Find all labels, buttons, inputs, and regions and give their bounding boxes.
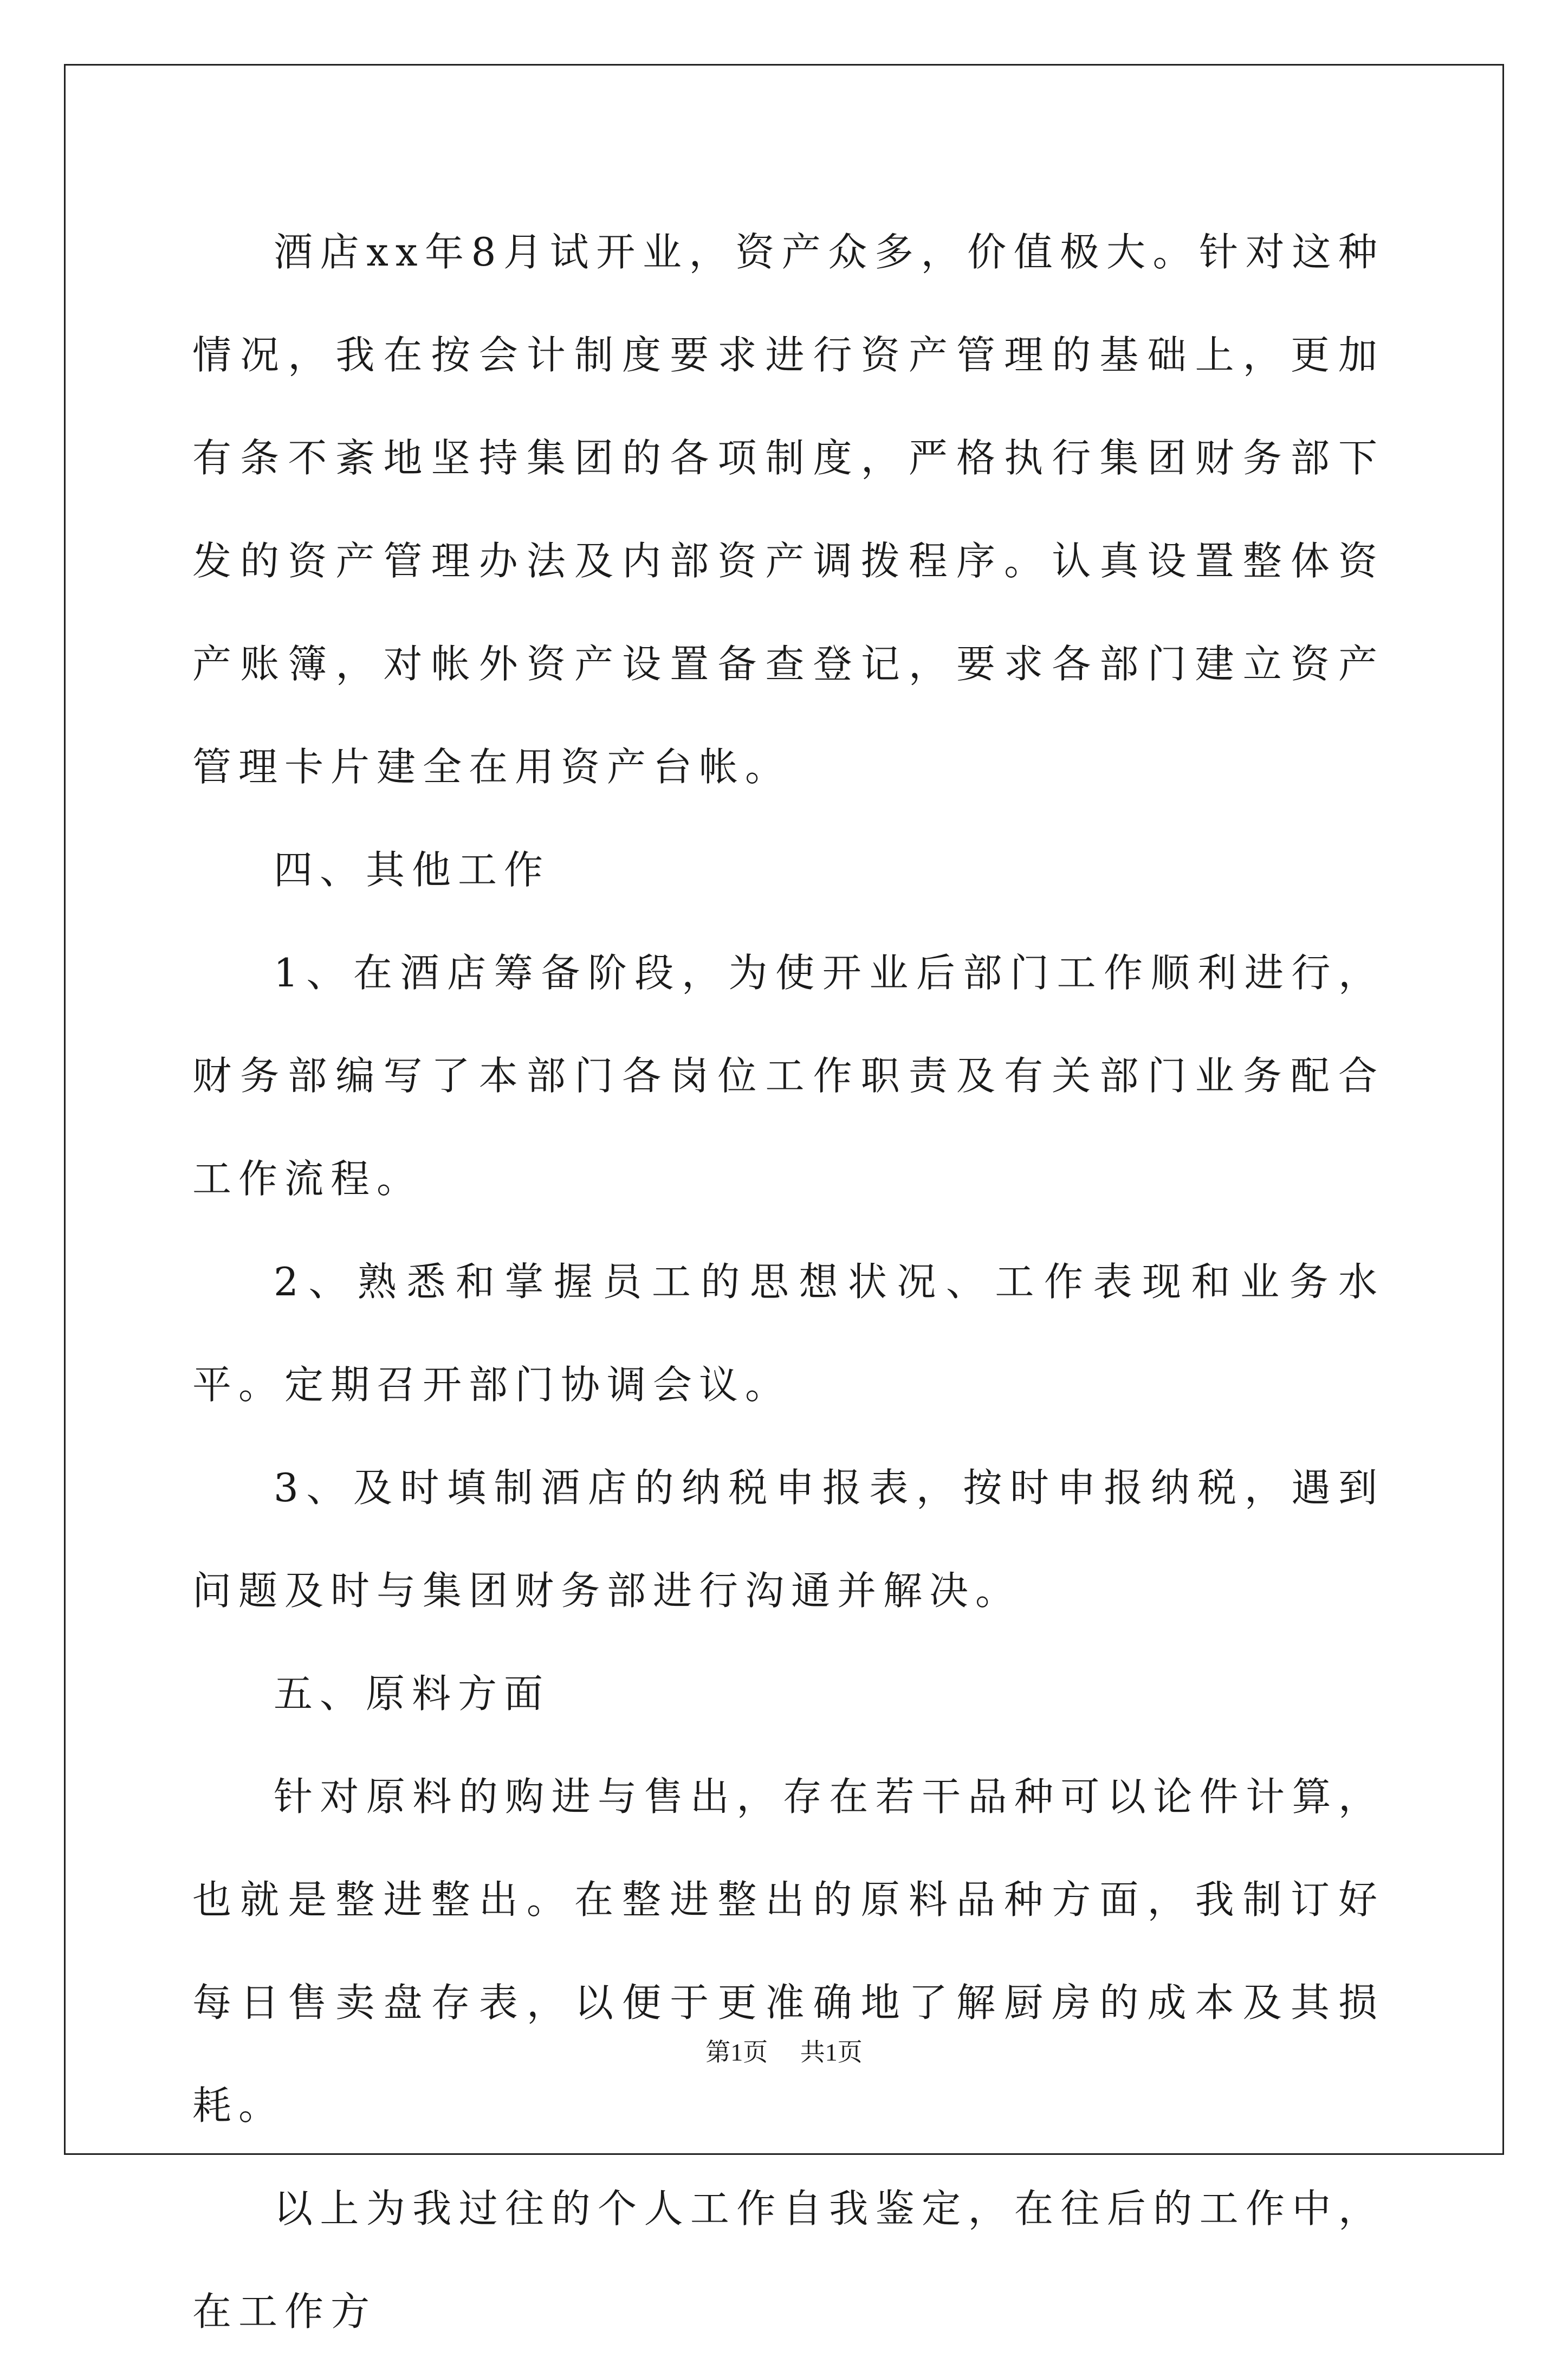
paragraph-asset-management: 酒店xx年8月试开业，资产众多，价值极大。针对这种情况，我在按会计制度要求进行资产管理的基础上，更加有条不紊地坚持集团的各项制度，严格执行集团财务部下发的资产管理办法及内部资产调拨程序。认真设置整体资产账簿，对帐外资产设置备查登记，要求各部门建立资产管理卡片建全在用资产台帐。 [192,229,1384,790]
paragraph-item-1: 1、在酒店筹备阶段，为使开业后部门工作顺利进行，财务部编写了本部门各岗位工作职责及有关部门业务配合工作流程。 [192,950,1384,1202]
paragraph-conclusion: 以上为我过往的个人工作自我鉴定，在往后的工作中，在工作方 [192,2186,1384,2334]
paragraph-materials: 针对原料的购进与售出，存在若干品种可以论件计算，也就是整进整出。在整进整出的原料品种方面，我制订好每日售卖盘存表，以便于更准确地了解厨房的成本及其损耗。 [192,1774,1384,2128]
page-footer [0,2032,1568,2068]
paragraph-item-3: 3、及时填制酒店的纳税申报表，按时申报纳税，遇到问题及时与集团财务部进行沟通并解决。 [192,1465,1384,1613]
page-total: 共1页 [800,2038,863,2066]
section-heading-other-work: 四、其他工作 [274,847,550,893]
page-number: 第1页 [705,2038,768,2066]
section-heading-materials: 五、原料方面 [274,1671,550,1716]
paragraph-item-2: 2、熟悉和掌握员工的思想状况、工作表现和业务水平。定期召开部门协调会议。 [192,1259,1384,1408]
